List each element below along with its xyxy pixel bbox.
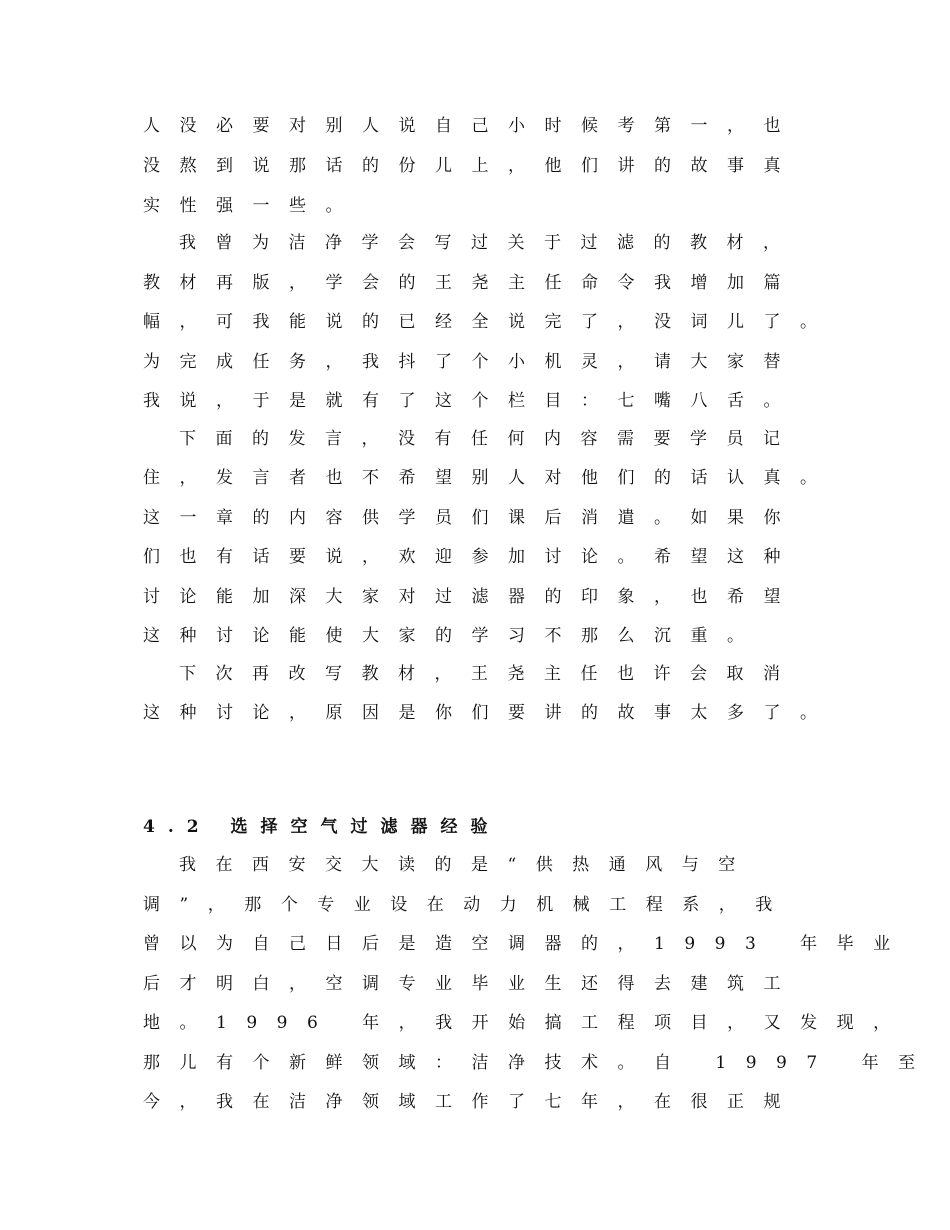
paragraph-2-line-4: 为完成任务，我抖了个小机灵，请大家替	[143, 352, 800, 372]
paragraph-3-line-3: 这一章的内容供学员们课后消遣。如果你	[143, 508, 800, 528]
paragraph-3-line-6: 这种讨论能使大家的学习不那么沉重。	[143, 626, 764, 646]
paragraph-5-line-1: 我在西安交大读的是“供热通风与空	[179, 855, 755, 875]
paragraph-5-line-7: 今，我在洁净领域工作了七年，在很正规	[143, 1092, 800, 1112]
paragraph-3-line-2: 住，发言者也不希望别人对他们的话认真。	[143, 468, 837, 488]
paragraph-1-line-1: 人没必要对别人说自己小时候考第一，也	[143, 116, 800, 136]
paragraph-2-line-3: 幅，可我能说的已经全说完了，没词儿了。	[143, 312, 837, 332]
paragraph-5-line-2: 调”，那个专业设在动力机械工程系，我	[143, 895, 792, 915]
paragraph-2-line-1: 我曾为洁净学会写过关于过滤的教材，	[179, 233, 800, 253]
paragraph-3-line-1: 下面的发言，没有任何内容需要学员记	[179, 429, 800, 449]
paragraph-2-line-2: 教材再版，学会的王尧主任命令我增加篇	[143, 273, 800, 293]
paragraph-5-line-6: 那儿有个新鲜领域：洁净技术。自 1997 年至	[143, 1053, 935, 1073]
paragraph-2-line-5: 我说，于是就有了这个栏目：七嘴八舌。	[143, 391, 800, 411]
paragraph-5-line-4: 后才明白，空调专业毕业生还得去建筑工	[143, 974, 800, 994]
paragraph-3-line-4: 们也有话要说，欢迎参加讨论。希望这种	[143, 547, 800, 567]
paragraph-4-line-1: 下次再改写教材，王尧主任也许会取消	[179, 664, 800, 684]
paragraph-3-line-5: 讨论能加深大家对过滤器的印象，也希望	[143, 587, 800, 607]
paragraph-1-line-3: 实性强一些。	[143, 196, 362, 216]
paragraph-1-line-2: 没熬到说那话的份儿上，他们讲的故事真	[143, 156, 800, 176]
paragraph-5-line-5: 地。1996 年，我开始搞工程项目，又发现，	[143, 1013, 910, 1033]
section-heading: 4.2 选择空气过滤器经验	[143, 817, 501, 837]
paragraph-4-line-2: 这种讨论，原因是你们要讲的故事太多了。	[143, 703, 837, 723]
paragraph-5-line-3: 曾以为自己日后是造空调器的，1993 年毕业	[143, 934, 910, 954]
